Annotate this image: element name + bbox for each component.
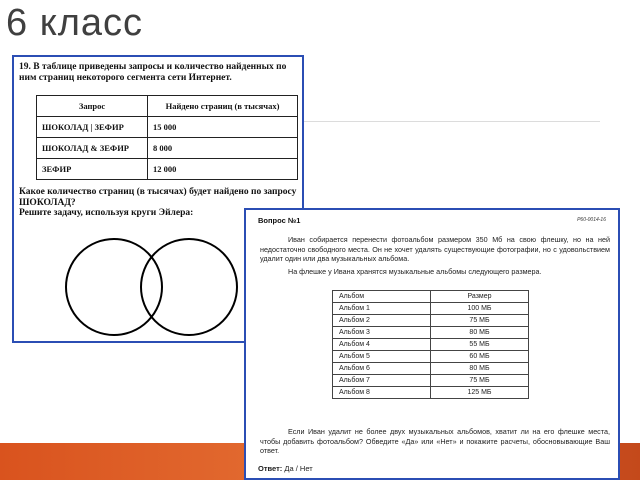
table-header-album: Альбом <box>333 291 431 303</box>
table-cell: 80 МБ <box>431 363 529 375</box>
answer-separator: / <box>295 464 298 473</box>
table-cell: 55 МБ <box>431 339 529 351</box>
table-cell: 100 МБ <box>431 303 529 315</box>
answer-option-yes[interactable]: Да <box>284 464 294 473</box>
table-row <box>333 375 529 387</box>
table-cell: Альбом 4 <box>333 339 431 351</box>
task1-table <box>36 95 298 180</box>
table-cell: ШОКОЛАД | ЗЕФИР <box>37 117 148 138</box>
table-row <box>333 363 529 375</box>
table-cell: 80 МБ <box>431 327 529 339</box>
table-cell: 125 МБ <box>431 387 529 399</box>
table-row <box>37 138 298 159</box>
table-row <box>333 339 529 351</box>
table-cell: Альбом 6 <box>333 363 431 375</box>
euler-circle-right <box>141 239 237 335</box>
answer-option-no[interactable]: Нет <box>299 464 313 473</box>
table-row <box>333 327 529 339</box>
table-row <box>37 159 298 180</box>
task1-text: 19. В таблице приведены запросы и количество найденных по ним страниц некоторого сегмента сети Интернет. <box>19 62 287 83</box>
task2-code: P60-0014-16 <box>577 217 606 223</box>
table-row <box>333 387 529 399</box>
albums-table <box>332 290 529 399</box>
task1-question-text: Какое количество страниц (в тысячах) будет найдено по запросу ШОКОЛАД? <box>19 187 297 208</box>
table-row <box>37 117 298 138</box>
table-cell: 75 МБ <box>431 375 529 387</box>
task2-paragraph: Если Иван удалит не более двух музыкальных альбомов, хватит ли на его флешке места, чтобы добавить фотоальбом? Обведите «Да» или «Нет» и покажите расчеты, обосновывающие Ваш ответ. <box>260 427 610 455</box>
euler-circles <box>64 227 244 347</box>
table-row <box>333 303 529 315</box>
table-header-row <box>37 96 298 117</box>
table-cell: 15 000 <box>148 117 298 138</box>
task2-panel <box>244 208 620 480</box>
table-cell: Альбом 8 <box>333 387 431 399</box>
slide-title: 6 класс <box>6 2 144 44</box>
table-header-found: Найдено страниц (в тысячах) <box>148 96 298 117</box>
table-header-query: Запрос <box>37 96 148 117</box>
table-cell: 60 МБ <box>431 351 529 363</box>
table-row <box>333 351 529 363</box>
table-cell: Альбом 3 <box>333 327 431 339</box>
table-cell: Альбом 1 <box>333 303 431 315</box>
table-cell: 8 000 <box>148 138 298 159</box>
task2-paragraph: Иван собирается перенести фотоальбом размером 350 Мб на свою флешку, но на ней недостаточно свободного места. Он не хочет удалять существующие фотографии, но с удовольствием удалит один или два музыкальных альбома. <box>260 235 610 263</box>
task2-paragraph: На флешке у Ивана хранятся музыкальные альбомы следующего размера. <box>288 267 542 276</box>
table-cell: 12 000 <box>148 159 298 180</box>
task2-header: Вопрос №1 <box>258 216 301 225</box>
divider-line <box>300 121 600 122</box>
table-cell: 75 МБ <box>431 315 529 327</box>
table-cell: Альбом 2 <box>333 315 431 327</box>
task2-answer <box>258 464 313 473</box>
euler-circle-left <box>66 239 162 335</box>
table-row <box>333 315 529 327</box>
table-cell: ШОКОЛАД & ЗЕФИР <box>37 138 148 159</box>
task1-instruction: Решите задачу, используя круги Эйлера: <box>19 208 194 218</box>
table-cell: Альбом 5 <box>333 351 431 363</box>
table-header-row <box>333 291 529 303</box>
table-header-size: Размер <box>431 291 529 303</box>
answer-label: Ответ: <box>258 464 283 473</box>
table-cell: ЗЕФИР <box>37 159 148 180</box>
table-cell: Альбом 7 <box>333 375 431 387</box>
